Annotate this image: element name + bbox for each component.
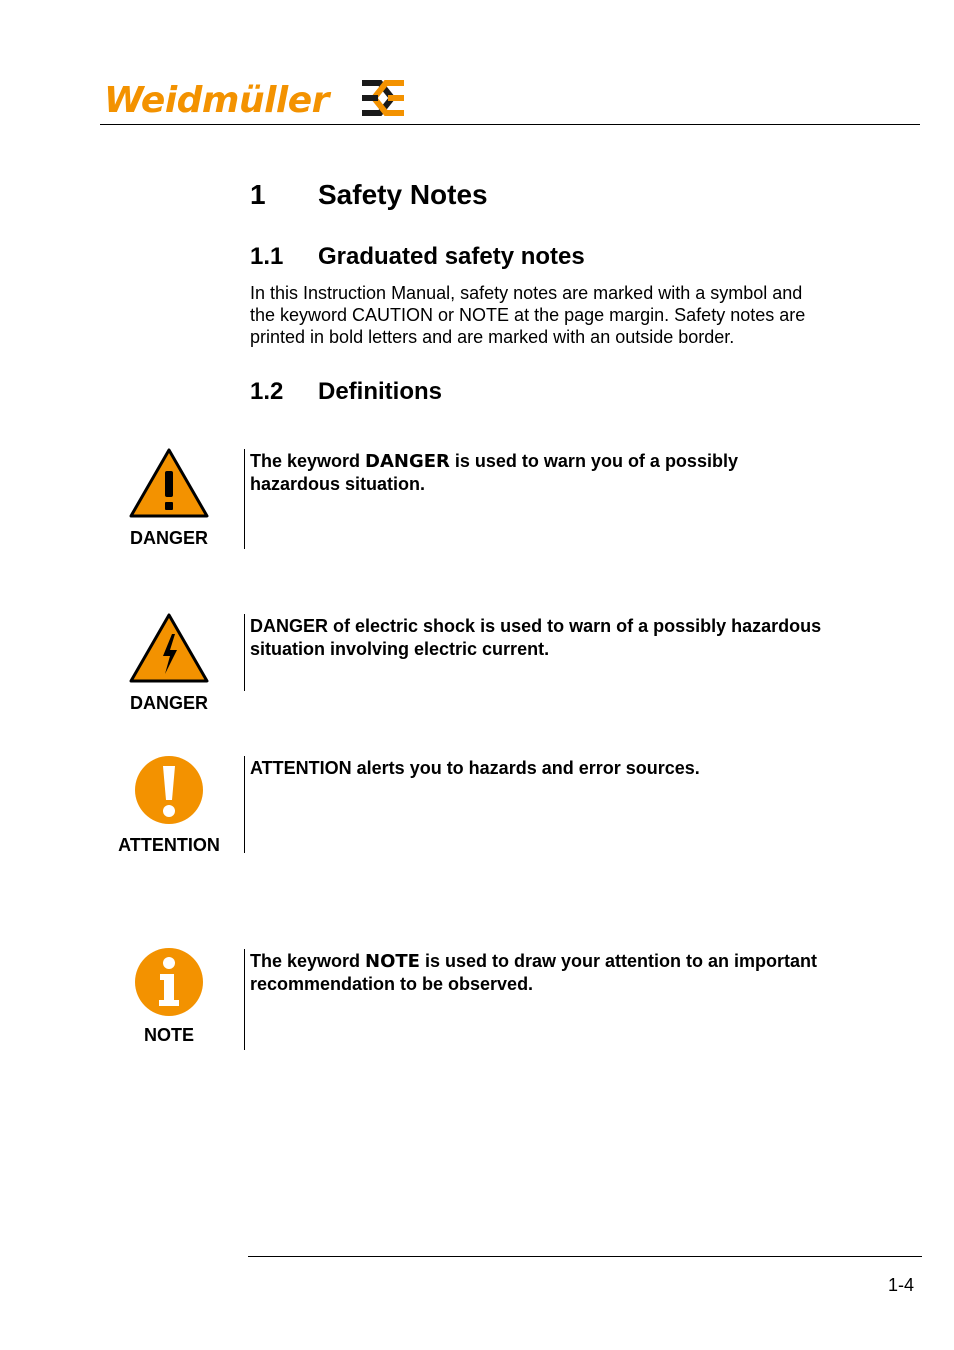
warning-triangle-exclamation-icon [128,447,210,519]
definition-line: situation involving electric current. [250,639,550,659]
subsection-title: Definitions [318,378,442,405]
keyword-danger: DANGER [365,451,450,472]
definition-text-part: is used to warn you of a possibly [449,451,738,471]
definition-text-attention [250,757,870,780]
subsection-heading-1-2 [250,377,442,407]
paragraph-line: In this Instruction Manual, safety notes are marked with a symbol and [250,283,803,303]
definition-text-electric-shock [250,615,870,661]
section-number: 1 [250,179,266,210]
sign-label-danger-electric: DANGER [129,693,208,713]
definition-text-part: The keyword [250,451,366,471]
definition-line: recommendation to be observed. [250,974,534,994]
intro-paragraph [250,282,860,348]
note-border [244,614,245,691]
section-title: Safety Notes [318,179,488,210]
section-heading [250,178,488,212]
definition-text-part: The keyword [250,951,366,971]
subsection-number: 1.2 [250,378,284,405]
sign-label-danger: DANGER [129,528,208,548]
subsection-heading-1-1 [250,242,585,272]
paragraph-line: printed in bold letters and are marked with an outside border. [250,327,735,347]
definition-line: ATTENTION alerts you to hazards and error sources. [250,758,700,778]
header-divider [100,124,920,125]
footer-divider [248,1256,922,1257]
page-number: 1-4 [887,1275,914,1295]
keyword-note: NOTE [365,951,420,972]
note-border [244,756,245,853]
note-border [244,449,245,549]
subsection-number: 1.1 [250,243,284,270]
info-circle-icon [133,946,205,1018]
definition-line: DANGER of electric shock is used to warn of a possibly hazardous [250,616,822,636]
sign-label-attention: ATTENTION [118,835,220,855]
subsection-title: Graduated safety notes [318,243,585,270]
definition-line [250,450,870,473]
definition-text-part: is used to draw your attention to an important [419,951,818,971]
sign-label-note: NOTE [143,1025,194,1045]
weidmueller-cross-icon [358,75,408,121]
electric-shock-warning-icon [128,612,210,684]
note-border [244,949,245,1050]
definition-line: hazardous situation. [250,474,426,494]
attention-circle-icon [133,754,205,826]
definition-line [250,950,870,973]
brand-logo-text: Weidmüller [104,80,329,121]
paragraph-line: the keyword CAUTION or NOTE at the page margin. Safety notes are [250,305,806,325]
definition-text-note [250,950,870,996]
definition-text-danger [250,450,870,496]
